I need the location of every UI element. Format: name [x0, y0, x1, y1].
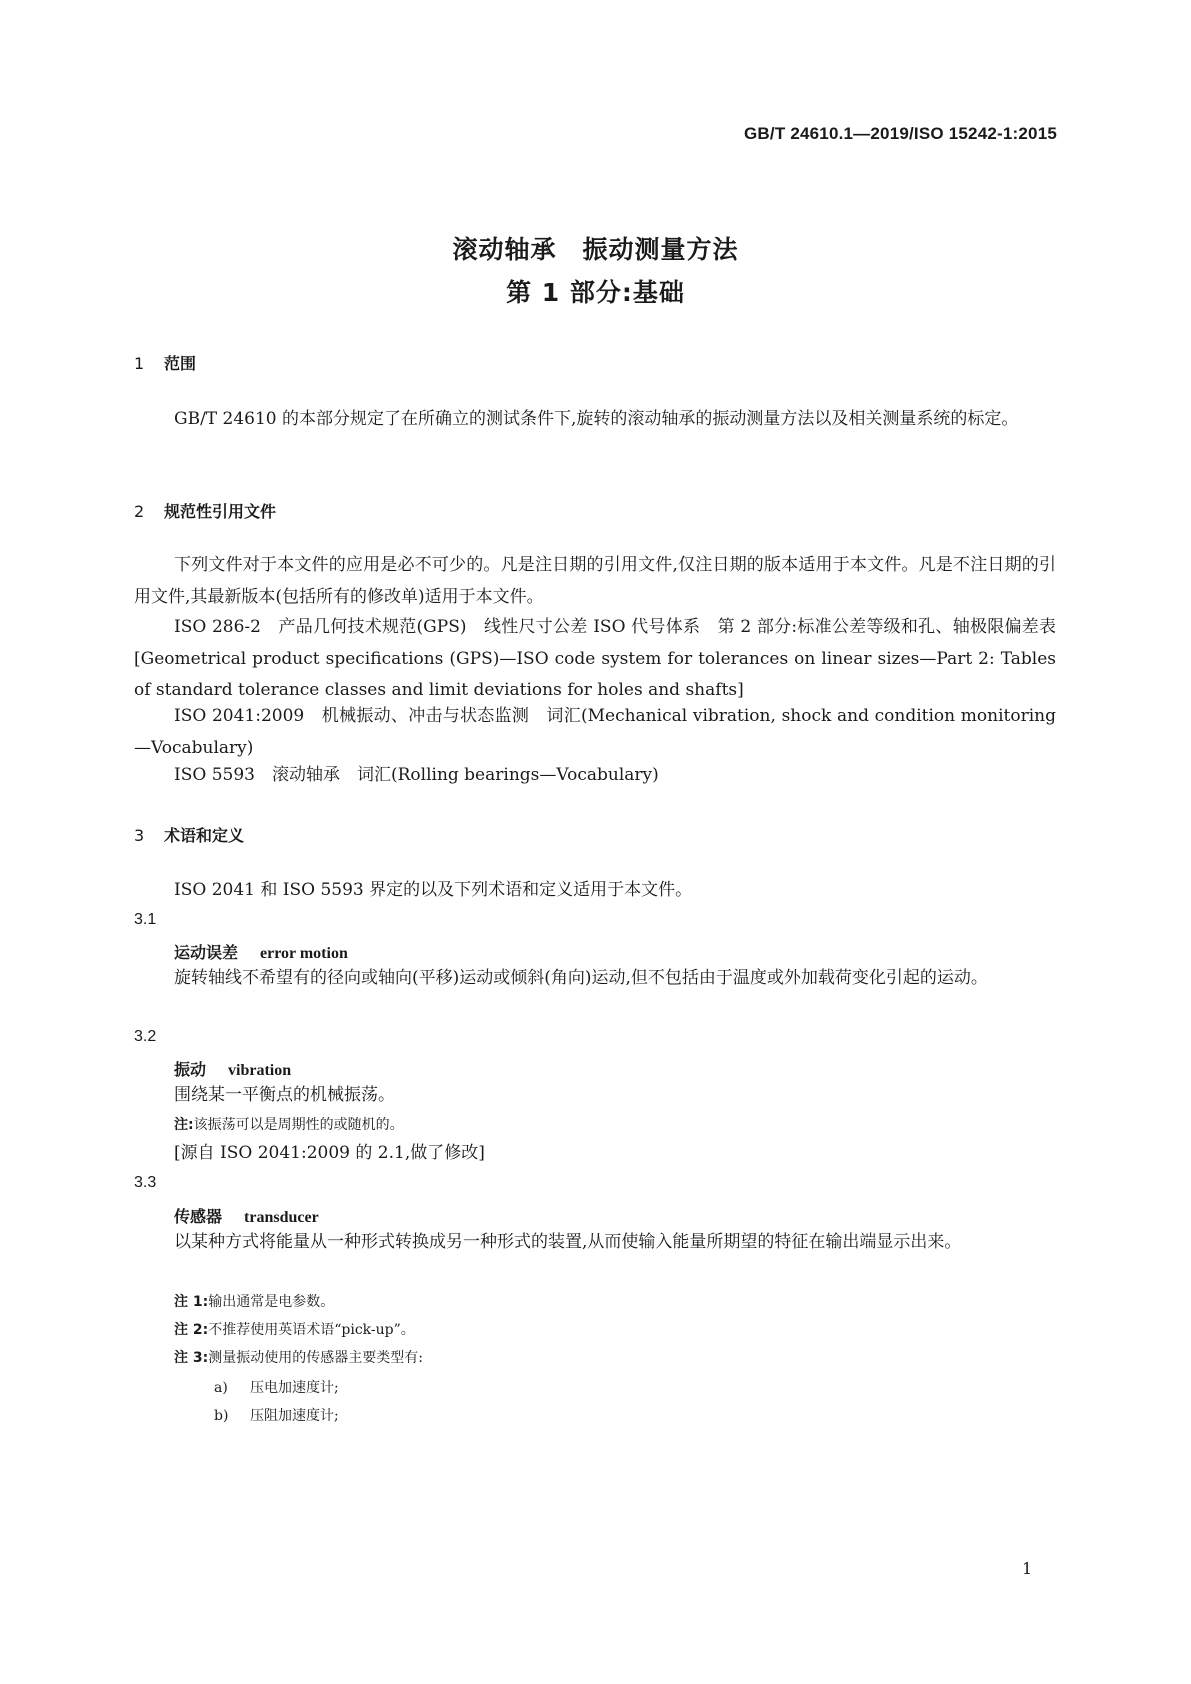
- standard-code: GB/T 24610.1—2019/ISO 15242-1:2015: [744, 124, 1057, 143]
- term-3-3-note-2: [174, 1320, 415, 1340]
- term-3-2-source: [源自 ISO 2041:2009 的 2.1,做了修改]: [174, 1143, 485, 1163]
- doc-title: 滚动轴承 振动测量方法: [452, 235, 739, 264]
- note-text: 该振荡可以是周期性的或随机的。: [193, 1117, 404, 1133]
- section-1-heading: [134, 351, 196, 374]
- scope-paragraph: GB/T 24610 的本部分规定了在所确立的测试条件下,旋转的滚动轴承的振动测量方法以及相关测量系统的标定。: [174, 409, 1019, 429]
- list-item-b: [214, 1405, 339, 1425]
- term-3-1-number: 3.1: [134, 911, 157, 928]
- section-2-title: 规范性引用文件: [164, 502, 277, 521]
- term-3-2-note: [174, 1115, 404, 1135]
- doc-subtitle: 第 1 部分:基础: [506, 278, 685, 307]
- term-3-3-en: transducer: [244, 1209, 319, 1226]
- section-3-number: 3: [134, 826, 145, 845]
- list-item-a-text: 压电加速度计;: [250, 1380, 339, 1396]
- section-2-heading: [134, 499, 276, 522]
- list-item-b-text: 压阻加速度计;: [250, 1408, 339, 1424]
- page-number: 1: [1022, 1559, 1033, 1578]
- term-3-1-definition: 旋转轴线不希望有的径向或轴向(平移)运动或倾斜(角向)运动,但不包括由于温度或外加载荷变化引起的运动。: [174, 968, 988, 988]
- list-item-a: [214, 1377, 339, 1397]
- reference-iso-5593: ISO 5593 滚动轴承 词汇(Rolling bearings—Vocabulary): [174, 765, 659, 785]
- term-3-3-note-1: [174, 1292, 334, 1312]
- section-3-title: 术语和定义: [164, 826, 245, 845]
- term-3-2-definition: 围绕某一平衡点的机械振荡。: [174, 1085, 395, 1105]
- note-label: 注 2:: [174, 1322, 209, 1338]
- term-3-3-note-3: [174, 1348, 423, 1368]
- section-3-heading: [134, 823, 244, 846]
- note-label: 注 3:: [174, 1350, 209, 1366]
- term-3-3-number: 3.3: [134, 1174, 157, 1191]
- term-3-3-definition: 以某种方式将能量从一种形式转换成另一种形式的装置,从而使输入能量所期望的特征在输出端显示出来。: [174, 1232, 962, 1252]
- section-2-number: 2: [134, 502, 145, 521]
- term-3-2-number: 3.2: [134, 1028, 157, 1045]
- term-3-1-en: error motion: [260, 945, 348, 962]
- note-text: 不推荐使用英语术语“pick-up”。: [208, 1322, 415, 1338]
- section-1-number: 1: [134, 354, 145, 373]
- note-label: 注:: [174, 1117, 194, 1133]
- reference-iso-2041: ISO 2041:2009 机械振动、冲击与状态监测 词汇(Mechanical vibration, shock and condition monitoring—Vocabulary): [134, 706, 1056, 758]
- reference-iso-286-2: ISO 286-2 产品几何技术规范(GPS) 线性尺寸公差 ISO 代号体系 第 2 部分:标准公差等级和孔、轴极限偏差表[Geometrical product specifications (GPS)—ISO code system for tolerances on linear sizes—Part 2: Tables of standard tolerance classes and limit deviations for holes and shafts]: [134, 617, 1056, 700]
- note-label: 注 1:: [174, 1294, 209, 1310]
- note-text: 测量振动使用的传感器主要类型有:: [208, 1350, 423, 1366]
- term-3-2-en: vibration: [228, 1062, 292, 1079]
- term-3-2-zh: 振动: [174, 1060, 207, 1079]
- section-1-title: 范围: [164, 354, 197, 373]
- note-text: 输出通常是电参数。: [208, 1294, 335, 1310]
- list-item-a-label: a): [214, 1380, 228, 1396]
- term-3-1-name: [174, 940, 348, 963]
- term-3-3-name: [174, 1204, 319, 1227]
- terms-intro: ISO 2041 和 ISO 5593 界定的以及下列术语和定义适用于本文件。: [174, 880, 693, 900]
- term-3-3-zh: 传感器: [174, 1207, 223, 1226]
- list-item-b-label: b): [214, 1408, 229, 1424]
- references-intro: 下列文件对于本文件的应用是必不可少的。凡是注日期的引用文件,仅注日期的版本适用于本文件。凡是不注日期的引用文件,其最新版本(包括所有的修改单)适用于本文件。: [134, 555, 1056, 607]
- term-3-1-zh: 运动误差: [174, 943, 239, 962]
- term-3-2-name: [174, 1057, 291, 1080]
